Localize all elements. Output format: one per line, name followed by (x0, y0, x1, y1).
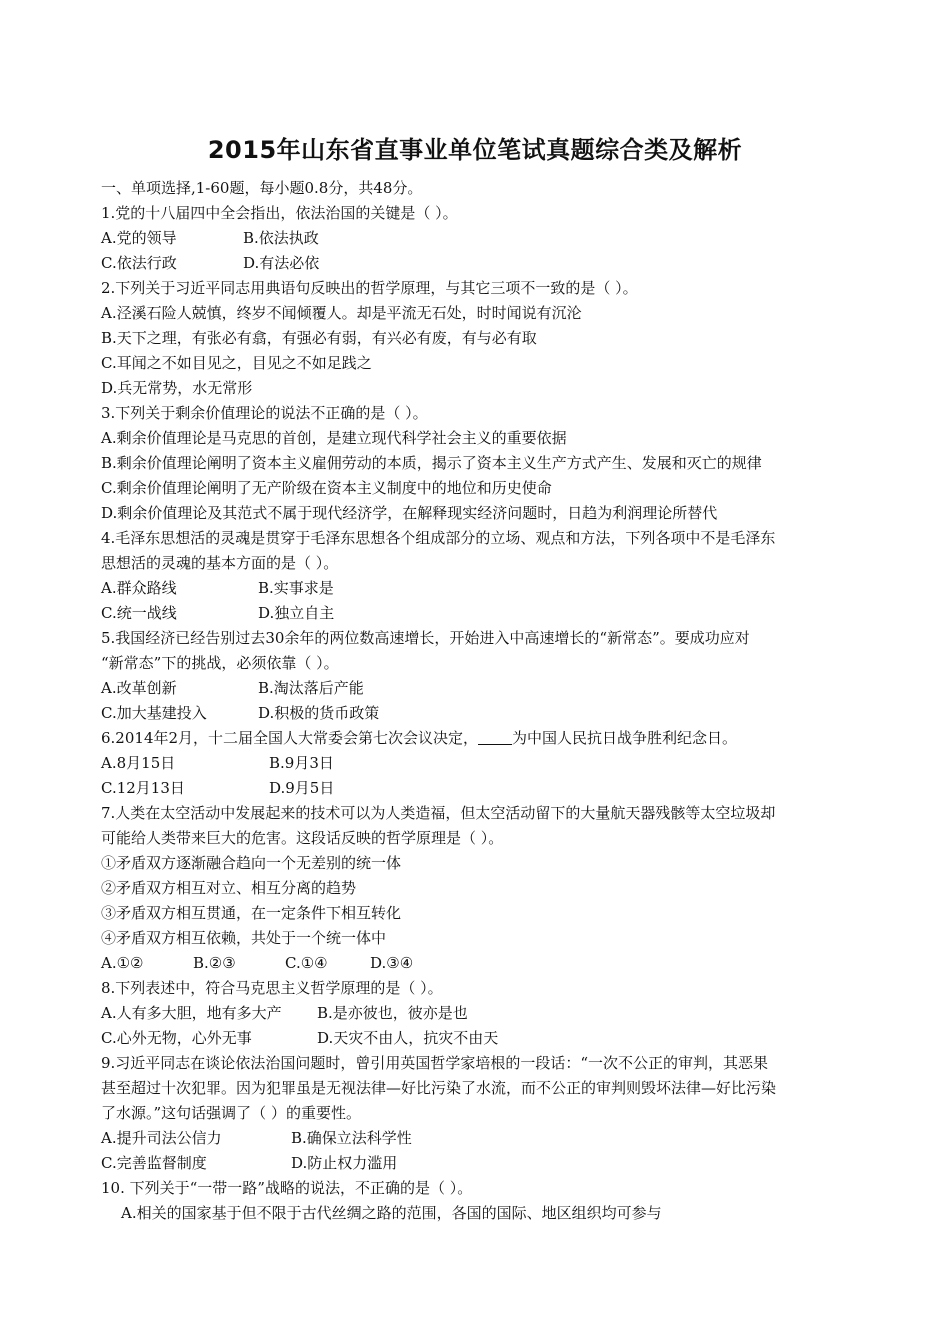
question-3-option-c: C.剩余价值理论阐明了无产阶级在资本主义制度中的地位和历史使命 (101, 479, 552, 497)
question-4-option-a: A.群众路线 (101, 579, 177, 597)
question-5-options-row-1 (101, 676, 861, 701)
question-5-option-c: C.加大基建投入 (101, 704, 207, 722)
question-3-option-a: A.剩余价值理论是马克思的首创，是建立现代科学社会主义的重要依据 (101, 429, 567, 447)
question-8-option-b: B.是亦彼也，彼亦是也 (317, 1004, 468, 1022)
question-7-option-d: D.③④ (370, 954, 414, 972)
question-9-stem-line-1: 9.习近平同志在谈论依法治国问题时，曾引用英国哲学家培根的一段话：“一次不公正的审判，其恶果 (101, 1054, 768, 1072)
question-9-option-d: D.防止权力滥用 (291, 1154, 398, 1172)
question-2-option-a: A.泾溪石险人兢慎，终岁不闻倾覆人。却是平流无石处，时时闻说有沉沦 (101, 304, 582, 322)
question-5-stem-line-2: “新常态”下的挑战，必须依靠（ ）。 (101, 654, 339, 672)
document-title: 2015年山东省直事业单位笔试真题综合类及解析 (207, 136, 743, 164)
question-7-option-a: A.①② (101, 954, 144, 972)
question-10-stem: 10. 下列关于“一带一路”战略的说法，不正确的是（ ）。 (101, 1179, 473, 1197)
question-7-option-c: C.①④ (285, 954, 328, 972)
question-8-options-row-1 (101, 1001, 861, 1026)
question-4-option-b: B.实事求是 (258, 579, 334, 597)
question-8-stem: 8.下列表述中，符合马克思主义哲学原理的是（ ）。 (101, 979, 443, 997)
question-9-stem-line-2: 甚至超过十次犯罪。因为犯罪虽是无视法律—好比污染了水流，而不公正的审判则毁坏法律—好比污染 (101, 1079, 777, 1097)
question-7-statement-2: ②矛盾双方相互对立、相互分离的趋势 (101, 879, 357, 897)
question-6-option-d: D.9月5日 (269, 779, 335, 797)
question-9-option-c: C.完善监督制度 (101, 1154, 207, 1172)
question-1-option-b: B.依法执政 (243, 229, 319, 247)
question-6-option-c: C.12月13日 (101, 779, 185, 797)
question-7-option-b: B.②③ (193, 954, 236, 972)
question-9-options-row-1 (101, 1126, 861, 1151)
question-6-options-row-1 (101, 751, 861, 776)
question-7-stem-line-2: 可能给人类带来巨大的危害。这段话反映的哲学原理是（ ）。 (101, 829, 504, 847)
question-6-stem-end: 为中国人民抗日战争胜利纪念日。 (512, 729, 738, 747)
question-5-option-a: A.改革创新 (101, 679, 177, 697)
question-1-option-a: A.党的领导 (101, 229, 177, 247)
question-5-option-b: B.淘汰落后产能 (258, 679, 364, 697)
question-8-option-a: A.人有多大胆，地有多大产 (101, 1004, 282, 1022)
question-4-options-row-2 (101, 601, 861, 626)
question-4-option-d: D.独立自主 (258, 604, 335, 622)
question-6-options-row-2 (101, 776, 861, 801)
question-2-option-d: D.兵无常势，水无常形 (101, 379, 253, 397)
question-4-stem-line-1: 4.毛泽东思想活的灵魂是贯穿于毛泽东思想各个组成部分的立场、观点和方法，下列各项中不是毛泽东 (101, 529, 776, 547)
question-6-option-a: A.8月15日 (101, 754, 176, 772)
question-9-options-row-2 (101, 1151, 861, 1176)
question-3-option-b: B.剩余价值理论阐明了资本主义雇佣劳动的本质，揭示了资本主义生产方式产生、发展和灭亡的规律 (101, 454, 762, 472)
question-3-option-d: D.剩余价值理论及其范式不属于现代经济学，在解释现实经济问题时，日趋为利润理论所替代 (101, 504, 718, 522)
question-6-stem-start: 6.2014年2月，十二届全国人大常委会第七次会议决定， (101, 729, 479, 747)
question-8-option-d: D.天灾不由人，抗灾不由天 (317, 1029, 499, 1047)
question-3-stem: 3.下列关于剩余价值理论的说法不正确的是（ ）。 (101, 404, 428, 422)
question-9-stem-line-3: 了水源。”这句话强调了（ ）的重要性。 (101, 1104, 361, 1122)
question-1-options-row-1 (101, 226, 861, 251)
question-8-option-c: C.心外无物，心外无事 (101, 1029, 252, 1047)
question-4-stem-line-2: 思想活的灵魂的基本方面的是（ ）。 (101, 554, 339, 572)
question-1-options-row-2 (101, 251, 861, 276)
question-4-option-c: C.统一战线 (101, 604, 177, 622)
section-heading: 一、单项选择,1-60题，每小题0.8分，共48分。 (101, 179, 423, 197)
question-1-option-c: C.依法行政 (101, 254, 177, 272)
question-4-options-row-1 (101, 576, 861, 601)
question-7-statement-4: ④矛盾双方相互依赖，共处于一个统一体中 (101, 929, 387, 947)
question-2-stem: 2.下列关于习近平同志用典语句反映出的哲学原理，与其它三项不一致的是（ ）。 (101, 279, 638, 297)
question-5-stem-line-1: 5.我国经济已经告别过去30余年的两位数高速增长，开始进入中高速增长的“新常态”。要成功应对 (101, 629, 750, 647)
question-6-option-b: B.9月3日 (269, 754, 334, 772)
question-2-option-c: C.耳闻之不如目见之，目见之不如足践之 (101, 354, 372, 372)
document-body (101, 176, 861, 1226)
question-10-option-a: A.相关的国家基于但不限于古代丝绸之路的范围，各国的国际、地区组织均可参与 (121, 1204, 662, 1222)
question-7-statement-1: ①矛盾双方逐渐融合趋向一个无差别的统一体 (101, 854, 402, 872)
question-6-stem (101, 726, 861, 751)
question-7-statement-3: ③矛盾双方相互贯通，在一定条件下相互转化 (101, 904, 402, 922)
question-5-options-row-2 (101, 701, 861, 726)
question-9-option-b: B.确保立法科学性 (291, 1129, 412, 1147)
question-1-option-d: D.有法必依 (243, 254, 320, 272)
answer-blank (478, 729, 512, 745)
question-2-option-b: B.天下之理，有张必有翕，有强必有弱，有兴必有废，有与必有取 (101, 329, 537, 347)
question-8-options-row-2 (101, 1026, 861, 1051)
question-7-stem-line-1: 7.人类在太空活动中发展起来的技术可以为人类造福，但太空活动留下的大量航天器残骸等太空垃圾却 (101, 804, 776, 822)
question-9-option-a: A.提升司法公信力 (101, 1129, 222, 1147)
question-1-stem: 1.党的十八届四中全会指出，依法治国的关键是（ ）。 (101, 204, 458, 222)
question-5-option-d: D.积极的货币政策 (258, 704, 380, 722)
question-7-options-row (101, 951, 861, 976)
